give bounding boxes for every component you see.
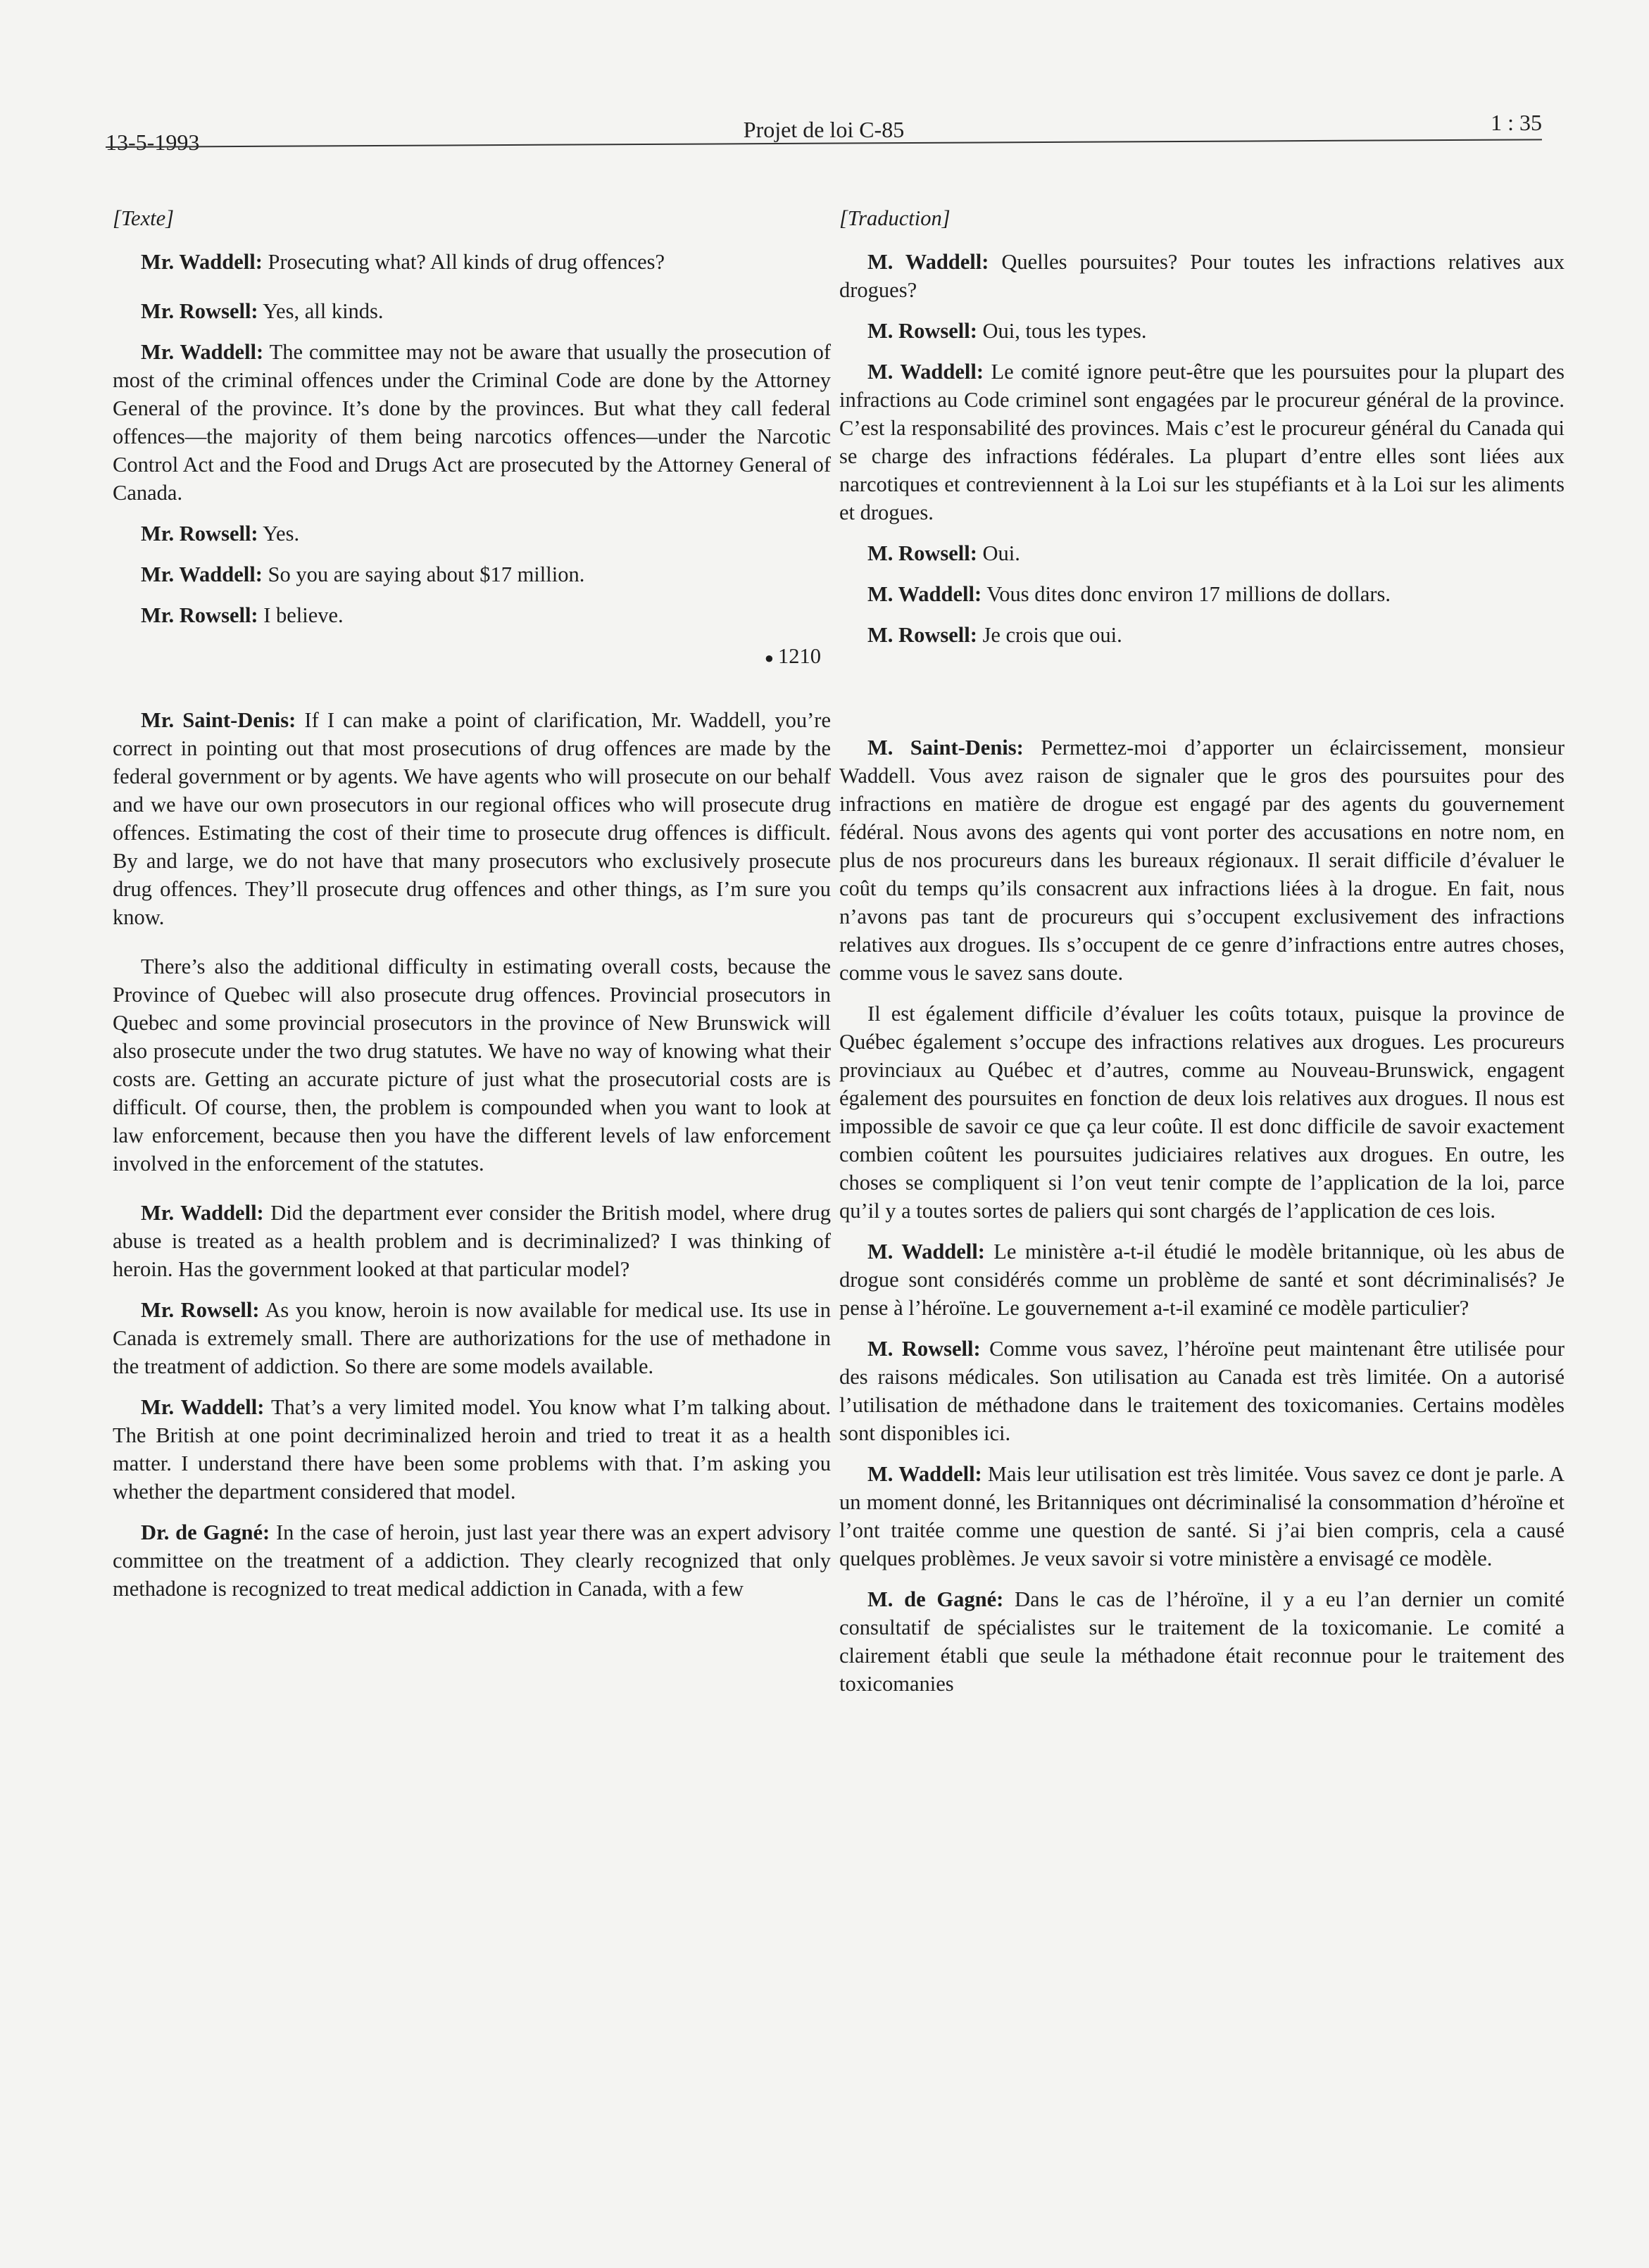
paragraph [839,539,1565,567]
paragraph-text: As you know, heroin is now available for medical use. Its use in Canada is extremely small. There are authorizations for the use of methadone in the treatment of addiction. So there are some models available. [113,1298,831,1378]
speaker-name: M. Waddell: [867,1462,982,1486]
paragraph [113,248,831,276]
speaker-name: Mr. Waddell: [141,250,263,274]
paragraph [839,1585,1565,1698]
paragraph-text: Yes. [258,522,300,546]
speaker-name: M. Rowsell: [867,1337,981,1361]
paragraph-text: If I can make a point of clarification, Mr. Waddell, you’re correct in pointing out that most prosecutions of drug offences are made by the federal government or by agents. We have agents who will prosecute on our behalf and we have our own prosecutors in our regional offices who will prosecute drug offences. Estimating the cost of their time to prosecute drug offences is difficult. By and large, we do not have that many prosecutors who exclusively prosecute drug offences. They’ll prosecute drug offences and other things, as I’m sure you know. [113,708,832,929]
paragraph-text: Dans le cas de l’héroïne, il y a eu l’an dernier un comité consultatif de spécialistes sur le traitement de la toxicomanie. Le comité a clairement établi que seule la méthadone était reconnue pour le traitement des toxicomanies [839,1587,1565,1696]
paragraph-text: Je crois que oui. [977,623,1122,647]
paragraph-text: Yes, all kinds. [258,299,384,323]
left-column [113,204,831,1615]
paragraph-text: So you are saying about $17 million. [262,562,585,586]
speaker-name: M. Saint-Denis: [867,736,1024,760]
paragraph-text: I believe. [258,603,344,627]
header-title: Projet de loi C-85 [743,117,905,142]
timestamp-value: 1210 [778,644,821,668]
speaker-name: Mr. Saint-Denis: [141,708,296,732]
section-label-traduction: [Traduction] [839,206,951,230]
speaker-name: M. Rowsell: [867,319,977,343]
paragraph-text: There’s also the additional difficulty in estimating overall costs, because the Province of Quebec will also prosecute drug offences. Provincial prosecutors in Quebec and some provincial prosecutors in the province of New Brunswick will also prosecute under the two drug statutes. We have no way of knowing what their costs are. Getting an accurate picture of just what the prosecutorial costs are is difficult. Of course, then, the problem is compounded when you want to look at law enforcement, because then you have the different levels of law enforcement involved in the enforcement of the statutes. [113,955,831,1176]
paragraph-text: Prosecuting what? All kinds of drug offences? [262,250,665,274]
speaker-name: M. Rowsell: [867,541,977,565]
bullet-icon: ● [764,649,774,667]
paragraph [839,317,1565,345]
paragraph-text: That’s a very limited model. You know what I’m talking about. The British at one point decriminalized heroin and tried to treat it as a health matter. I understand there have been some problems with that. I’m asking you whether the department considered that model. [113,1395,831,1504]
speaker-name: Mr. Rowsell: [141,603,258,627]
right-column [839,204,1565,1711]
speaker-name: M. Waddell: [867,250,989,274]
paragraph-text: Le ministère a-t-il étudié le modèle britannique, où les abus de drogue sont considérés comme un problème de santé et sont décriminalisés? Je pense à l’héroïne. Le gouvernement a-t-il examiné ce modèle particulier? [839,1240,1565,1320]
paragraph [839,733,1565,987]
timestamp-marker [113,642,831,672]
paragraph [839,621,1565,649]
paragraph [839,580,1565,608]
paragraph [113,1518,831,1603]
paragraph [839,1335,1565,1447]
speaker-name: Mr. Rowsell: [141,1298,260,1322]
paragraph [839,1460,1565,1573]
speaker-name: M. Waddell: [867,582,982,606]
header-page-number: 1 : 35 [1491,110,1542,135]
paragraph [113,338,831,507]
paragraph-text: Mais leur utilisation est très limitée. Vous savez ce dont je parle. A un moment donné, les Britanniques ont décriminalisé la consommation d’héroïne et l’ont traitée comme une question de santé. Si j’ai bien compris, cela a causé quelques problèmes. Je veux savoir si votre ministère a envisagé ce modèle. [839,1462,1565,1570]
paragraph-text: In the case of heroin, just last year there was an expert advisory committee on the treatment of a addiction. They clearly recognized that only methadone is recognized to treat medical addiction in Canada, with a few [113,1520,831,1601]
speaker-name: Mr. Rowsell: [141,522,258,546]
paragraph-text: Permettez-moi d’apporter un éclaircissement, monsieur Waddell. Vous avez raison de signaler que le gros des poursuites pour des infractions en matière de drogue est engagé par des agents du gouvernement fédéral. Nous avons des agents qui vont porter des accusations en notre nom, en plus de nos procureurs dans les bureaux régionaux. Il serait difficile d’évaluer le coût du temps qu’ils consacrent aux infractions liées à la drogue. En fait, nous n’avons pas tant de procureurs qui s’occupent exclusivement des infractions relatives aux drogues. Ils s’occupent de ce genre d’infractions entre autres choses, comme vous le savez sans doute. [839,736,1565,985]
speaker-name: M. de Gagné: [867,1587,1004,1611]
speaker-name: M. Waddell: [867,360,984,384]
paragraph-text: Did the department ever consider the British model, where drug abuse is treated as a health problem and is decriminalized? I was thinking of heroin. Has the government looked at that particular model? [113,1201,832,1281]
paragraph [113,601,831,629]
paragraph [839,1000,1565,1225]
speaker-name: Mr. Waddell: [141,562,263,586]
paragraph [113,1296,831,1380]
speaker-name: Mr. Waddell: [141,1201,264,1225]
speaker-name: Dr. de Gagné: [141,1520,270,1544]
paragraph-text: Quelles poursuites? Pour toutes les infractions relatives aux drogues? [839,250,1565,302]
speaker-name: Mr. Rowsell: [141,299,258,323]
header-date: 13-5-1993 [106,130,200,155]
paragraph [113,706,831,931]
paragraph-text: Oui, tous les types. [977,319,1147,343]
paragraph-text: Il est également difficile d’évaluer les coûts totaux, puisque la province de Québec également s’occupe des infractions relatives aux drogues. Les procureurs provinciaux au Québec et d’autres, comme au Nouveau-Brunswick, engagent également des poursuites en fonction de deux lois relatives aux drogues. Il nous est impossible de savoir ce que ça leur coûte. Il est donc difficile de savoir exactement combien coûtent les poursuites judiciaires relatives aux drogues. En outre, les choses se compliquent si l’on veut tenir compte de l’application de la loi, parce qu’il y a toutes sortes de paliers qui sont chargés de l’application de ces lois. [839,1002,1565,1223]
paragraph [839,358,1565,527]
paragraph-text: Oui. [977,541,1020,565]
paragraph-text: The committee may not be aware that usually the prosecution of most of the criminal offences under the Criminal Code are done by the Attorney General of the province. It’s done by the provinces. But what they call federal offences—the majority of them being narcotics offences—under the Narcotic Control Act and the Food and Drugs Act are prosecuted by the Attorney General of Canada. [113,340,832,505]
paragraph [113,297,831,325]
paragraph [839,248,1565,304]
speaker-name: M. Rowsell: [867,623,977,647]
speaker-name: M. Waddell: [867,1240,985,1264]
paragraph [113,560,831,588]
speaker-name: Mr. Waddell: [141,340,264,364]
paragraph-text: Vous dites donc environ 17 millions de dollars. [982,582,1391,606]
paragraph [113,1393,831,1506]
speaker-name: Mr. Waddell: [141,1395,265,1419]
section-label-texte: [Texte] [113,206,174,230]
paragraph [113,952,831,1178]
paragraph [113,1199,831,1283]
paragraph [839,1237,1565,1322]
paragraph [113,519,831,548]
paragraph-text: Le comité ignore peut-être que les poursuites pour la plupart des infractions au Code criminel sont engagées par le procureur général de la province. C’est la responsabilité des provinces. Mais c’est le procureur général du Canada qui se charge des infractions fédérales. La plupart d’entre elles sont liées aux narcotiques et contreviennent à la Loi sur les stupéfiants et à la Loi sur les aliments et drogues. [839,360,1565,524]
page-header [106,106,1542,155]
paragraph-text: Comme vous savez, l’héroïne peut maintenant être utilisée pour des raisons médicales. Son utilisation au Canada est très limitée. On a autorisé l’utilisation de méthadone dans le traitement des toxicomanies. Certains modèles sont disponibles ici. [839,1337,1565,1445]
